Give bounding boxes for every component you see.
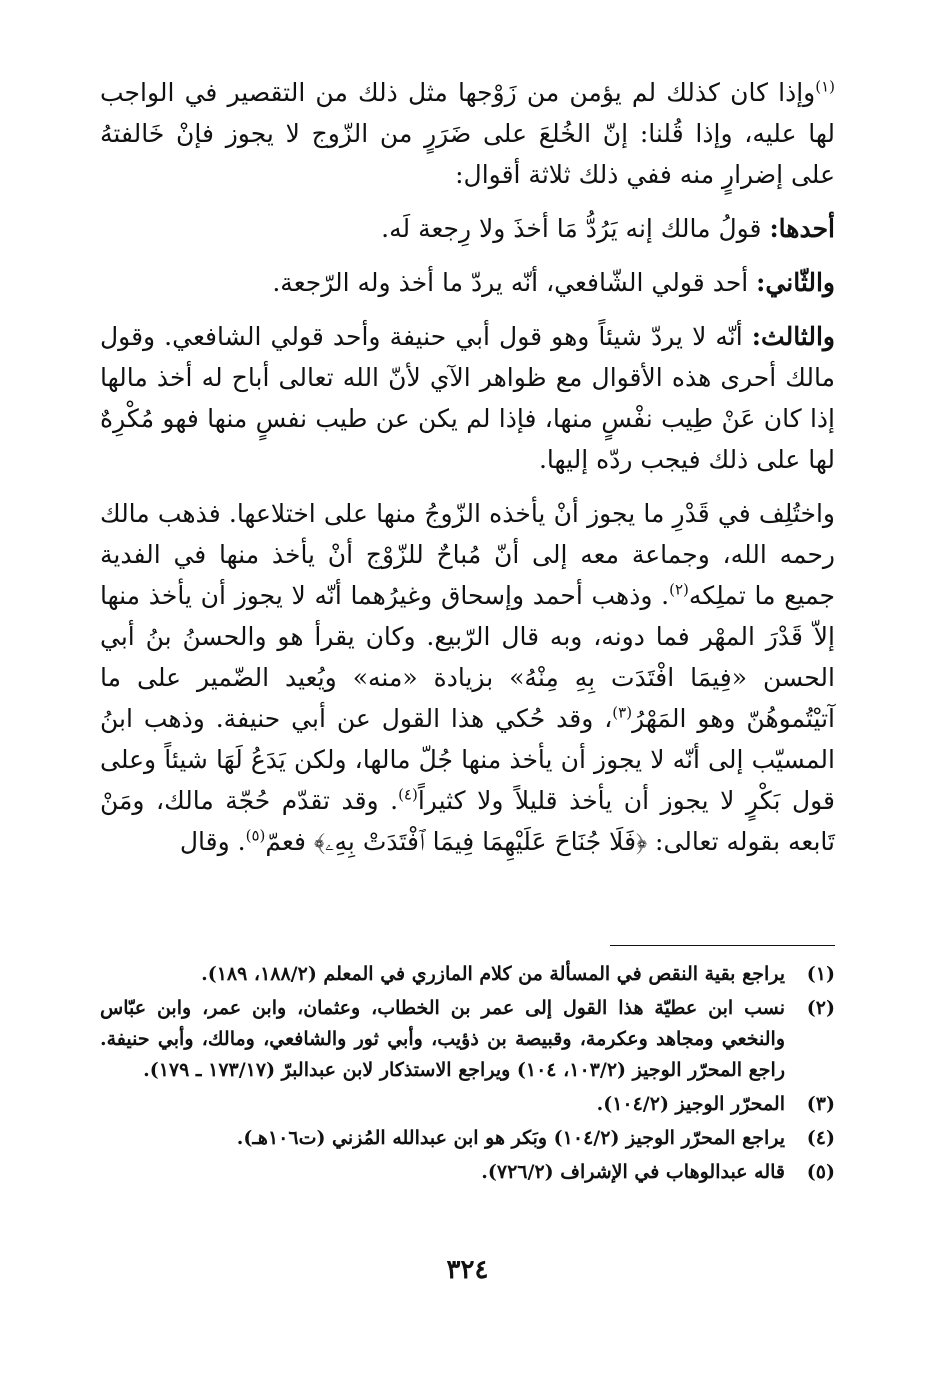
footnote-3 xyxy=(100,1089,835,1120)
paragraph-khul-text-a: واختُلِف في قَدْرِ ما يجوز أنْ يأخذه الزّوجُ منها على اختلاعها. فذهب مالك رحمه الله، وجماعة معه إلى أنّ مُباحٌ للزّوْج أنْ يأخذ منها في الفدية جميع ما تملِكه xyxy=(100,499,835,610)
footnote-2 xyxy=(100,993,835,1086)
footnotes xyxy=(100,959,835,1191)
paragraph-khul-text-d: . وقد تقدّم حُجّة مالك، ومَنْ تَابعه بقوله تعالى: ﴿فَلَا جُنَاحَ عَلَيْهِمَا فِيمَا ٱفْتَدَتْ بِهِۦ﴾ فعمّ xyxy=(100,786,835,856)
opinion-second xyxy=(100,262,835,303)
opinion-third xyxy=(100,316,835,480)
opinion-first xyxy=(100,208,835,249)
opinion-second-text: أحد قولي الشّافعي، أنّه يردّ ما أخذ وله الرّجعة. xyxy=(272,268,749,297)
footnote-text: المحرّر الوجيز (١٠٤/٢). xyxy=(596,1093,785,1115)
footnote-ref-1[interactable]: (١) xyxy=(815,77,835,96)
footnote-number: (٣) xyxy=(806,1093,835,1115)
paragraph-khul-amount xyxy=(100,493,835,862)
footnote-text: يراجع المحرّر الوجيز (١٠٤/٢) وبَكر هو ابن عبدالله المُزني (ت١٠٦هـ). xyxy=(236,1127,785,1149)
paragraph-khul-text-e: . وقال xyxy=(179,827,246,856)
footnote-4 xyxy=(100,1123,835,1154)
footnote-ref-3[interactable]: (٣) xyxy=(612,703,633,722)
opinion-first-label: أحدها: xyxy=(769,214,835,243)
footnote-ref-2[interactable]: (٢) xyxy=(669,580,689,599)
footnote-1 xyxy=(100,959,835,990)
paragraph-khul-text-b: . وذهب أحمد وإسحاق وغيرُهما أنّه لا يجوز أن يأخذ منها إلاّ قَدْرَ المهْر فما دونه، وبه قال الرّبيع. وكان يقرأ هو والحسنُ بنُ أبي الحسن «فِيمَا افْتَدَت بِهِ مِنْهُ» بزيادة «منه» ويُعيد الضّمير على ما آتيْتُموهُنّ وهو المَهْرُ xyxy=(100,581,835,733)
footnote-ref-5[interactable]: (٥) xyxy=(245,826,266,845)
paragraph-khul-text-c: ، وقد حُكي هذا القول عن أبي حنيفة. وذهب ابنُ المسيّب إلى أنّه لا يجوز أن يأخذ منها جُلّ مالها، ولكن يَدَعُ لَهَا شيئاً وعلى قول بَكْرٍ لا يجوز أن يأخذ قليلاً ولا كثيراً xyxy=(100,704,835,815)
main-text xyxy=(100,72,835,862)
footnote-number: (٢) xyxy=(806,997,835,1019)
page-body xyxy=(100,72,835,1285)
footnote-number: (٤) xyxy=(806,1127,835,1149)
footnote-text: قاله عبدالوهاب في الإشراف (٧٢٦/٢). xyxy=(481,1161,785,1183)
page-number: ٣٢٤ xyxy=(446,1255,489,1285)
footnote-ref-4[interactable]: (٤) xyxy=(398,785,418,804)
footnote-text: نسب ابن عطيّة هذا القول إلى عمر بن الخطاب، وعثمان، وابن عمر، وابن عبّاس والنخعي ومجاهد وعكرمة، وقبيصة بن ذؤيب، وأبي ثور والشافعي، ومالك، وأبي حنيفة. راجع المحرّر الوجيز (١٠٣/٢، ١٠٤) ويراجع الاستذكار لابن عبدالبرّ (١٧٣/١٧ ـ ١٧٩). xyxy=(100,997,785,1081)
footnote-number: (١) xyxy=(806,963,835,985)
opinion-first-text: قولُ مالك إنه يَرُدُّ مَا أخذَ ولا رِجعة لَه. xyxy=(381,214,762,243)
paragraph-intro xyxy=(100,72,835,195)
opinion-third-label: والثالث: xyxy=(751,322,835,351)
footnote-number: (٥) xyxy=(806,1161,835,1183)
opinion-third-text: أنّه لا يردّ شيئاً وهو قول أبي حنيفة وأحد قولي الشافعي. وقول مالك أحرى هذه الأقوال مع ظواهر الآي لأنّ الله تعالى أباح له أخذ مالها إذا كان عَنْ طِيب نفْسٍ منها، فإذا لم يكن عن طيب نفسٍ منها فهو مُكْرِهٌ لها على ذلك فيجب ردّه إليها. xyxy=(100,322,835,474)
footnote-text: يراجع بقية النقص في المسألة من كلام المازري في المعلم (١٨٨/٢، ١٨٩). xyxy=(201,963,785,985)
paragraph-intro-text: وإذا كان كذلك لم يؤمن من زَوْجها مثل ذلك من التقصير في الواجب لها عليه، وإذا قُلنا: إنّ الخُلعَ على ضَرَرٍ من الزّوج لا يجوز فإنْ خَالفتهُ على إضرارٍ منه ففي ذلك ثلاثة أقوال: xyxy=(100,78,835,189)
footnote-separator xyxy=(610,945,835,946)
footnote-5 xyxy=(100,1157,835,1188)
opinion-second-label: والثّاني: xyxy=(756,268,835,297)
